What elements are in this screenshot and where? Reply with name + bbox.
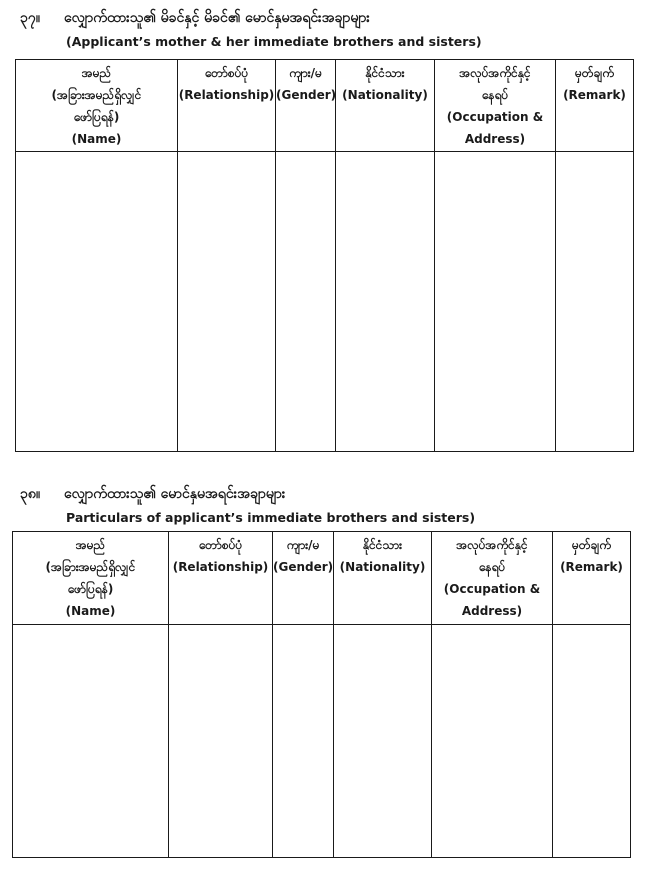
- cell-nationality[interactable]: [334, 625, 432, 858]
- header-mm: တော်စပ်ပုံ: [204, 66, 249, 80]
- cell-name[interactable]: [13, 625, 169, 858]
- column-header-remark: [556, 60, 634, 152]
- cell-relationship[interactable]: [178, 152, 276, 452]
- section-title: [20, 8, 370, 29]
- header-mm: အမည်: [81, 66, 112, 80]
- header-en: (Name): [65, 604, 116, 618]
- column-header-gender: [276, 60, 336, 152]
- section-number: ၃၇။: [20, 10, 40, 26]
- header-en: (Nationality): [342, 88, 428, 102]
- section-number: ၃၈။: [20, 486, 41, 502]
- table-header-row: [13, 532, 631, 625]
- header-mm: နိုင်ငံသား: [362, 538, 403, 552]
- cell-nationality[interactable]: [336, 152, 435, 452]
- section-title: [20, 484, 285, 505]
- header-en: (Name): [71, 132, 122, 146]
- column-header-relationship: [169, 532, 273, 625]
- section-subtitle: (Applicant’s mother & her immediate brothers and sisters): [66, 34, 482, 49]
- header-en: (Nationality): [339, 560, 426, 574]
- header-mm: အလုပ်အကိုင်နှင့်: [459, 66, 531, 80]
- header-mm-2: (အခြားအမည်ရှိလျှင်: [51, 88, 142, 102]
- header-mm: ကျား/မ: [289, 66, 322, 80]
- header-en: (Occupation &: [446, 110, 544, 124]
- header-en: (Relationship): [172, 560, 269, 574]
- header-mm-3: ဖော်ပြရန်): [73, 110, 120, 124]
- header-mm: မှတ်ချက်: [575, 66, 614, 80]
- cell-gender[interactable]: [273, 625, 334, 858]
- cell-occupation-address[interactable]: [435, 152, 556, 452]
- cell-name[interactable]: [16, 152, 178, 452]
- cell-remark[interactable]: [556, 152, 634, 452]
- column-header-nationality: [334, 532, 432, 625]
- column-header-name: [13, 532, 169, 625]
- column-header-nationality: [336, 60, 435, 152]
- section-subtitle: Particulars of applicant’s immediate brothers and sisters): [66, 510, 476, 525]
- column-header-relationship: [178, 60, 276, 152]
- cell-gender[interactable]: [276, 152, 336, 452]
- column-header-name: [16, 60, 178, 152]
- header-en: (Occupation &: [443, 582, 541, 596]
- header-mm: တော်စပ်ပုံ: [198, 538, 243, 552]
- cell-remark[interactable]: [553, 625, 631, 858]
- cell-relationship[interactable]: [169, 625, 273, 858]
- column-header-occupation: [432, 532, 553, 625]
- column-header-remark: [553, 532, 631, 625]
- header-en: (Remark): [563, 88, 626, 102]
- header-mm: မှတ်ချက်: [572, 538, 611, 552]
- header-en: (Gender): [273, 560, 334, 574]
- header-en: (Gender): [276, 88, 337, 102]
- column-header-gender: [273, 532, 334, 625]
- header-mm: ကျား/မ: [286, 538, 320, 552]
- section-title-text: လျှောက်ထားသူ၏ မောင်နှမအရင်းအချာများ: [64, 486, 286, 502]
- header-en-2: Address): [464, 132, 526, 146]
- header-en: (Relationship): [178, 88, 275, 102]
- table-row: [13, 625, 631, 858]
- table-header-row: [16, 60, 634, 152]
- applicant-siblings-table: [12, 531, 631, 858]
- header-mm: အမည်: [75, 538, 106, 552]
- column-header-occupation: [435, 60, 556, 152]
- table-row: [16, 152, 634, 452]
- header-mm-2: နေရပ်: [478, 560, 506, 574]
- header-mm-3: ဖော်ပြရန်): [67, 582, 114, 596]
- header-mm-2: နေရပ်: [481, 88, 509, 102]
- mother-siblings-table: [15, 59, 634, 452]
- header-mm: အလုပ်အကိုင်နှင့်: [456, 538, 528, 552]
- header-en: (Remark): [560, 560, 623, 574]
- header-mm: နိုင်ငံသား: [365, 66, 405, 80]
- header-mm-2: (အခြားအမည်ရှိလျှင်: [45, 560, 136, 574]
- section-title-text: လျှောက်ထားသူ၏ မိခင်နှင့် မိခင်၏ မောင်နှမအရင်းအချာများ: [64, 10, 370, 26]
- header-en-2: Address): [461, 604, 523, 618]
- cell-occupation-address[interactable]: [432, 625, 553, 858]
